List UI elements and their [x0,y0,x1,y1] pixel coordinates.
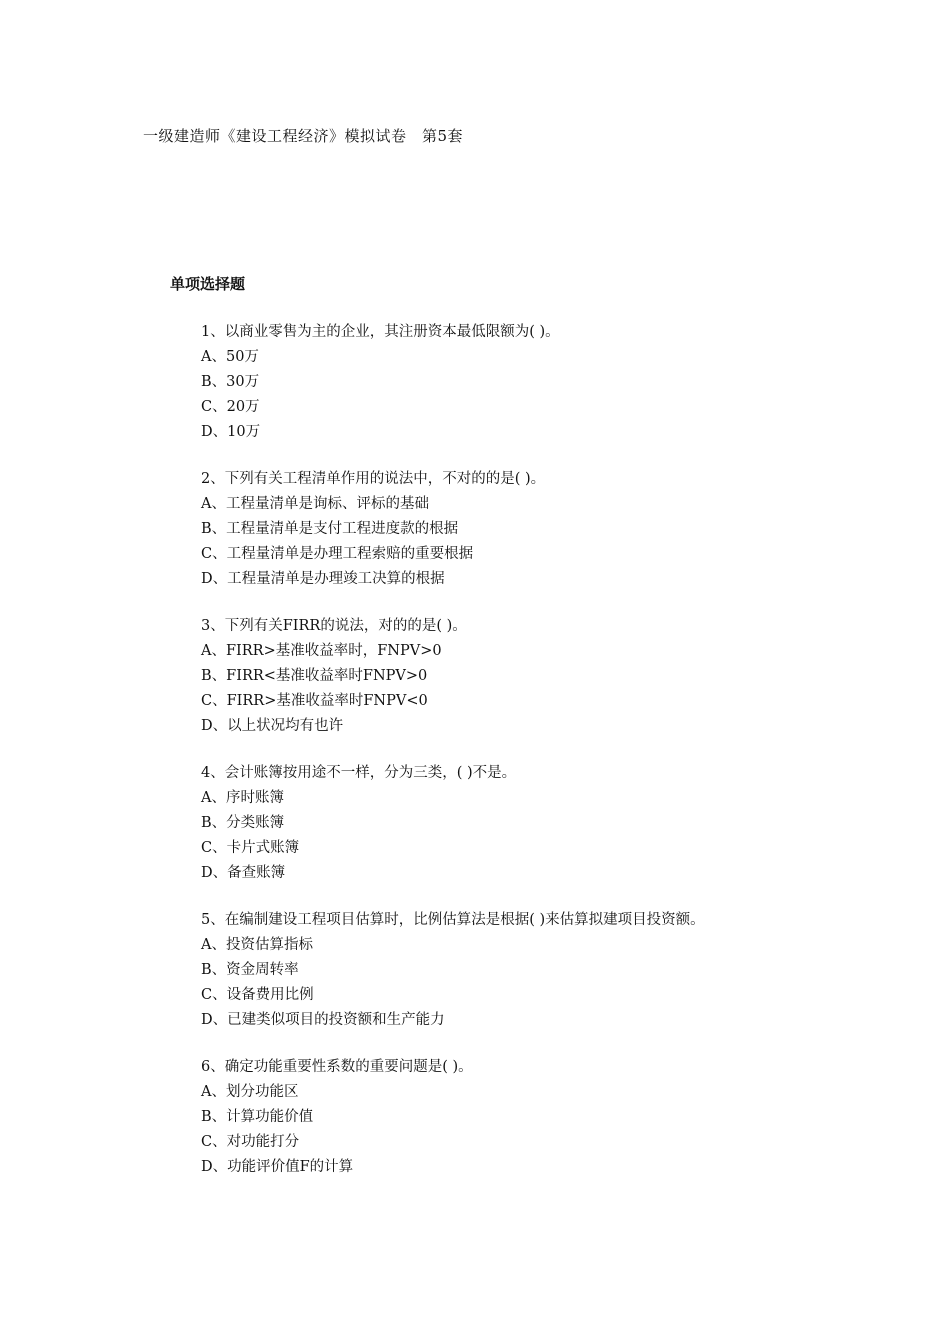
question-stem: 5、在编制建设工程项目估算时，比例估算法是根据( )来估算拟建项目投资额。 [201,912,705,928]
question-stem: 1、以商业零售为主的企业，其注册资本最低限额为( )。 [201,324,560,340]
question-stem: 6、确定功能重要性系数的重要问题是( )。 [201,1059,473,1075]
option-c: C、20万 [201,399,260,415]
question-4 [201,761,921,886]
question-2 [201,467,921,592]
option-a: A、FIRR>基准收益率时，FNPV>0 [201,643,442,659]
option-b: B、FIRR<基准收益率时FNPV>0 [201,668,428,684]
option-a: A、投资估算指标 [201,937,313,953]
option-a: A、划分功能区 [201,1084,299,1100]
question-stem: 3、下列有关FIRR的说法，对的的是( )。 [201,618,467,634]
section-heading: 单项选择题 [170,275,246,293]
question-list [201,320,921,1202]
option-d: D、10万 [201,424,261,440]
question-1 [201,320,921,445]
option-d: D、功能评价值F的计算 [201,1159,354,1175]
option-d: D、以上状况均有也许 [201,718,344,734]
option-b: B、计算功能价值 [201,1109,314,1125]
page-title: 一级建造师《建设工程经济》模拟试卷 第5套 [143,127,464,145]
option-c: C、FIRR>基准收益率时FNPV<0 [201,693,428,709]
question-stem: 4、会计账簿按用途不一样，分为三类，( )不是。 [201,765,517,781]
question-3 [201,614,921,739]
option-c: C、对功能打分 [201,1134,300,1150]
option-a: A、工程量清单是询标、评标的基础 [201,496,429,512]
option-b: B、资金周转率 [201,962,299,978]
question-5 [201,908,921,1033]
option-d: D、备查账簿 [201,865,286,881]
option-d: D、已建类似项目的投资额和生产能力 [201,1012,445,1028]
question-6 [201,1055,921,1180]
question-stem: 2、下列有关工程清单作用的说法中，不对的的是( )。 [201,471,546,487]
option-c: C、工程量清单是办理工程索赔的重要根据 [201,546,474,562]
option-b: B、分类账簿 [201,815,285,831]
option-a: A、序时账簿 [201,790,284,806]
option-b: B、工程量清单是支付工程进度款的根据 [201,521,459,537]
option-c: C、卡片式账簿 [201,840,300,856]
option-c: C、设备费用比例 [201,987,314,1003]
option-b: B、30万 [201,374,260,390]
option-d: D、工程量清单是办理竣工决算的根据 [201,571,445,587]
option-a: A、50万 [201,349,259,365]
